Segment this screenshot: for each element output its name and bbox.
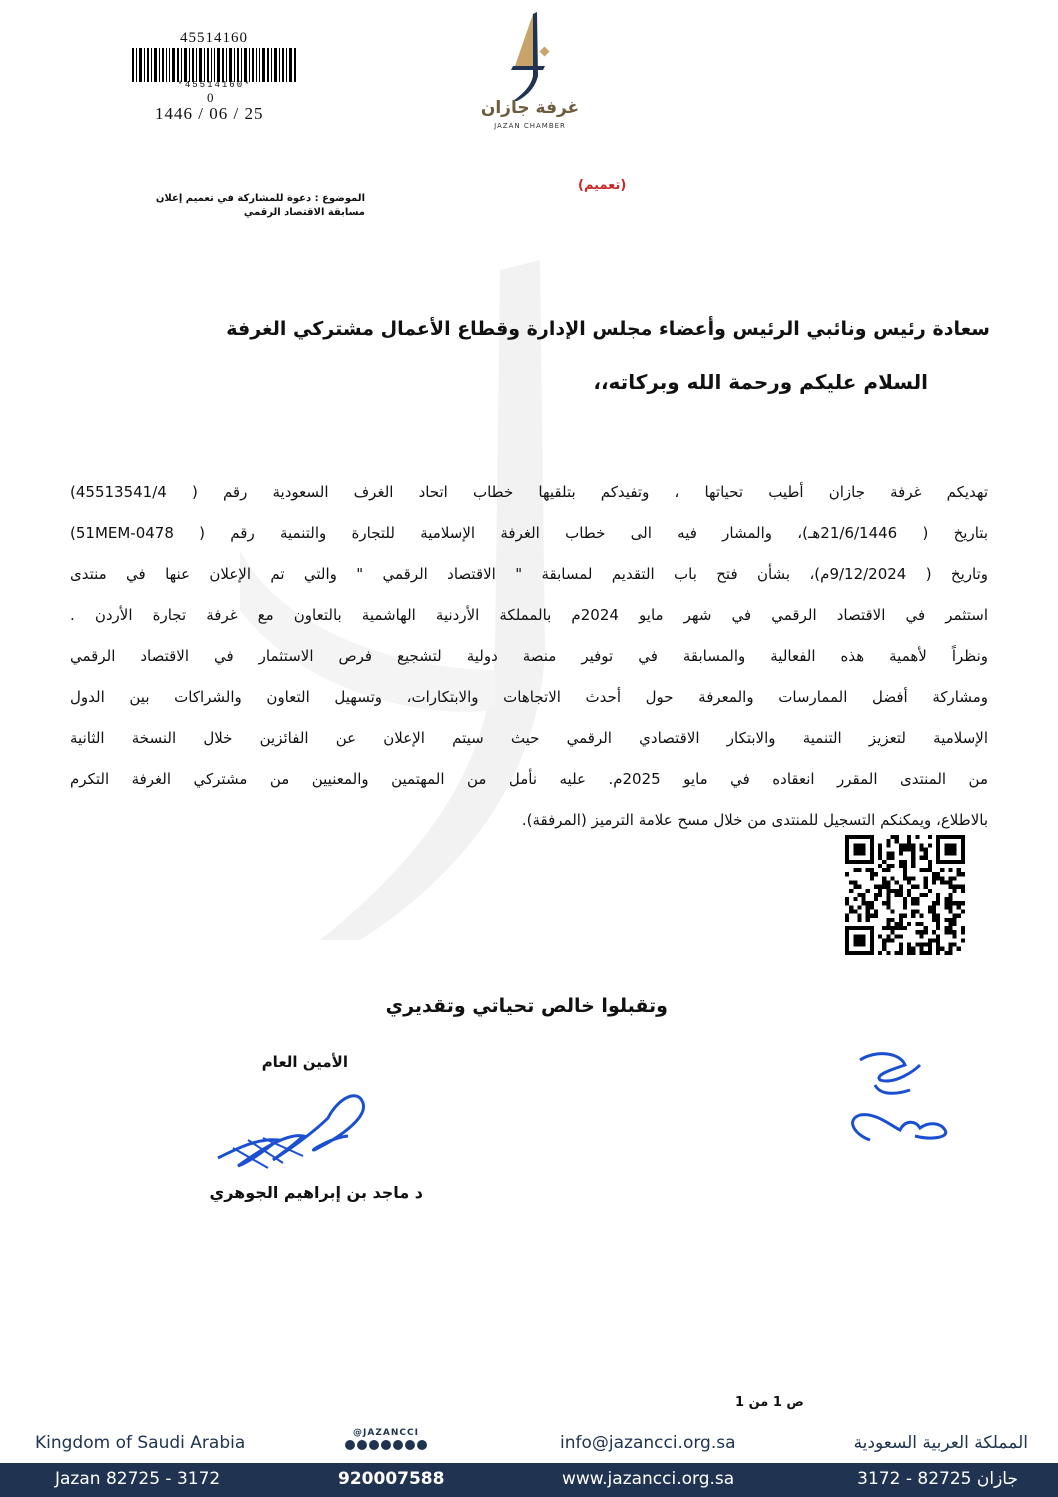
logo-name-ar: غرفة جازان — [480, 98, 580, 118]
footer-country-ar: المملكة العربية السعودية — [853, 1433, 1028, 1453]
signature-initials — [820, 1040, 965, 1160]
instagram-icon[interactable] — [369, 1440, 379, 1450]
whatsapp-icon[interactable] — [405, 1440, 415, 1450]
youtube-icon[interactable] — [393, 1440, 403, 1450]
body-line: ونظراً لأهمية هذه الفعالية والمسابقة في توفير منصة دولية لتشجيع فرص الاستثمار في الاقتصاد الرقمي — [70, 647, 988, 665]
footer-address-ar: جازان 82725 - 3172 — [857, 1469, 1018, 1489]
footer-address-en: Jazan 82725 - 3172 — [55, 1469, 221, 1489]
document-date: 1446 / 06 / 25 — [155, 104, 264, 123]
greeting: السلام عليكم ورحمة الله وبركاته،، — [593, 370, 928, 394]
circular-label: (تعميم) — [578, 178, 627, 193]
footer-country-en: Kingdom of Saudi Arabia — [35, 1433, 246, 1453]
social-block — [336, 1428, 436, 1450]
footer-website[interactable]: www.jazancci.org.sa — [562, 1469, 735, 1489]
signatory-name: د ماجد بن إبراهيم الجوهري — [209, 1183, 423, 1202]
barcode — [132, 48, 297, 82]
page-number: ص 1 من 1 — [735, 1395, 804, 1410]
linkedin-icon[interactable] — [417, 1440, 427, 1450]
footer-phone[interactable]: 920007588 — [338, 1469, 445, 1489]
footer-email[interactable]: info@jazancci.org.sa — [560, 1433, 736, 1453]
snapchat-icon[interactable] — [345, 1440, 355, 1450]
letter-body — [70, 472, 988, 841]
salutation: سعادة رئيس ونائبي الرئيس وأعضاء مجلس الإدارة وقطاع الأعمال مشتركي الغرفة — [226, 318, 990, 340]
body-line: تهديكم غرفة جازان أطيب تحياتها ، وتفيدكم بتلقيها خطاب اتحاد الغرف السعودية رقم ( 45513541/4) — [70, 483, 988, 501]
signature-secretary-general — [208, 1078, 378, 1188]
body-line: ومشاركة أفضل الممارسات والمعرفة حول أحدث الاتجاهات والابتكارات، وتسهيل التعاون والشراكات بين الدول — [70, 688, 988, 706]
body-line: وتاريخ ( 9/12/2024م)، بشأن فتح باب التقديم لمسابقة " الاقتصاد الرقمي " والتي تم الإعلان عنها في منتدى — [70, 565, 988, 583]
subject-line: الموضوع : دعوة للمشاركة في تعميم إعلان مسابقة الاقتصاد الرقمي — [155, 193, 365, 218]
body-line: الإسلامية لتعزيز التنمية والابتكار الاقتصادي الرقمي حيث سيتم الإعلان عن الفائزين خلال النسخة الثانية — [70, 729, 988, 747]
footer-bar — [0, 1463, 1058, 1497]
body-line: بتاريخ ( 21/6/1446هـ)، والمشار فيه الى خطاب الغرفة الإسلامية للتجارة والتنمية رقم ( 51MEM-0478) — [70, 524, 988, 542]
body-line: بالاطلاع، ويمكنكم التسجيل للمنتدى من خلال مسح علامة الترميز (المرفقة). — [521, 811, 988, 829]
body-line: من المنتدى المقرر انعقاده في مايو 2025م. عليه نأمل من المهتمين والمعنيين من مشتركي الغرفة التكرم — [70, 770, 988, 788]
signatory-title: الأمين العام — [261, 1053, 348, 1071]
barcode-sub: 0 — [207, 90, 214, 105]
x-icon[interactable] — [357, 1440, 367, 1450]
barcode-text: *45514160* — [177, 80, 252, 90]
logo-name-en: JAZAN CHAMBER — [494, 122, 566, 130]
reference-number: 45514160 — [180, 30, 248, 46]
social-handle[interactable]: @JAZANCCI — [353, 1428, 419, 1438]
social-icons — [336, 1440, 436, 1450]
facebook-icon[interactable] — [381, 1440, 391, 1450]
footer-contact-row — [0, 1425, 1058, 1461]
body-line: استثمر في الاقتصاد الرقمي في شهر مايو 2024م بالمملكة الأردنية الهاشمية بالتعاون مع غرفة تجارة الأردن . — [70, 606, 988, 624]
closing-line: وتقبلوا خالص تحياتي وتقديري — [385, 995, 668, 1017]
qr-code[interactable] — [845, 835, 965, 955]
